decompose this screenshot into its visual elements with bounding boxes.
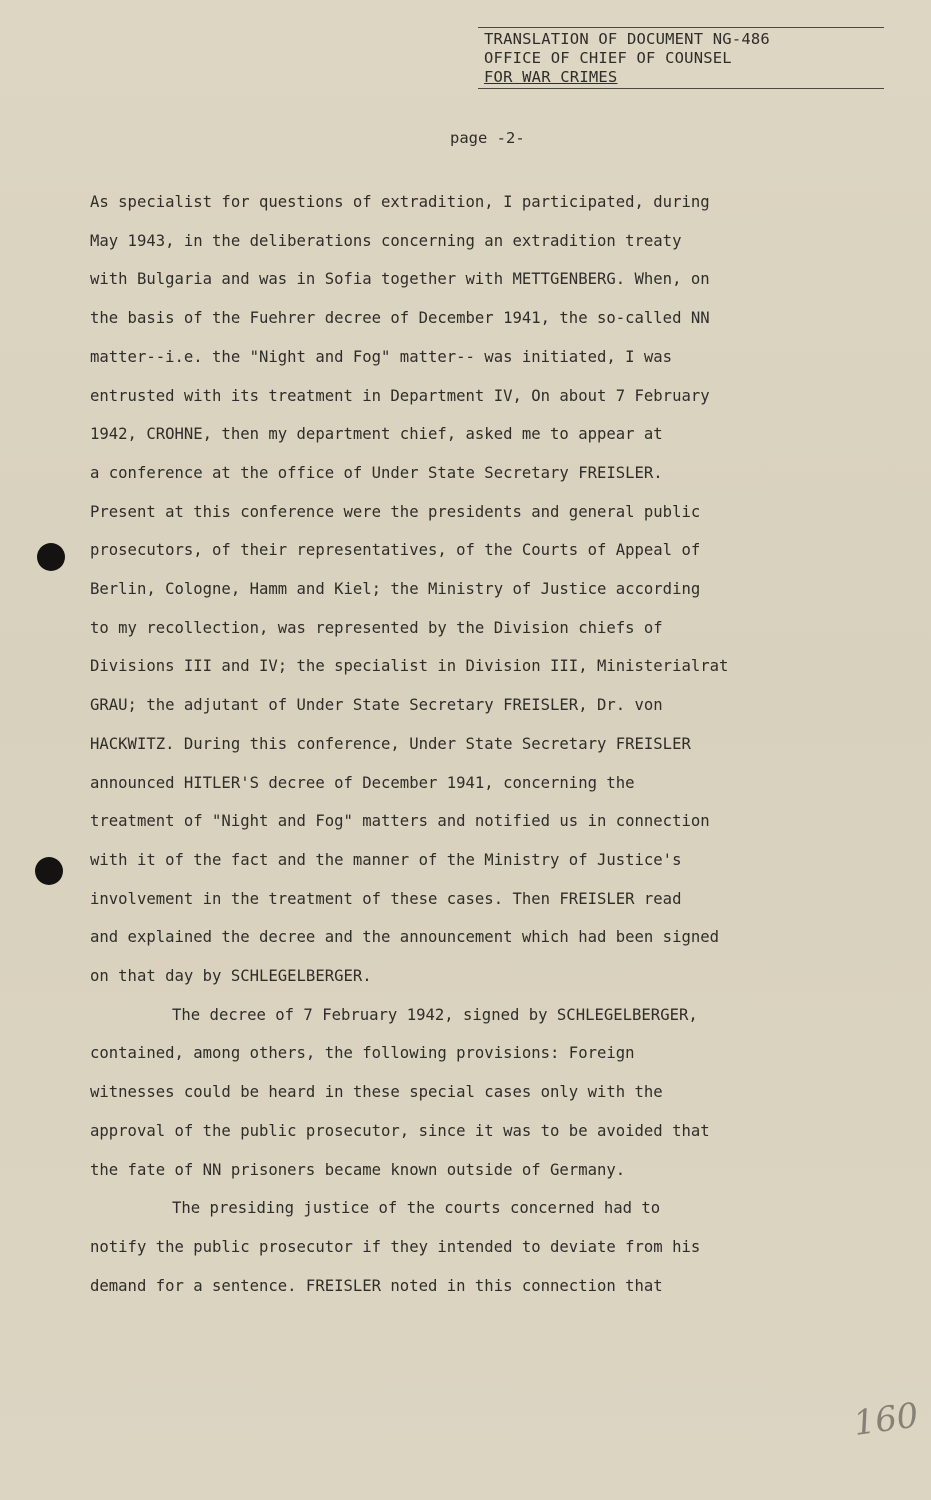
body-line: witnesses could be heard in these special cases only with the	[90, 1083, 663, 1102]
body-line: May 1943, in the deliberations concerning an extradition treaty	[90, 231, 682, 250]
body-line: HACKWITZ. During this conference, Under State Secretary FREISLER	[90, 734, 691, 753]
document-header	[484, 30, 884, 87]
body-line: announced HITLER'S decree of December 1941, concerning the	[90, 773, 635, 792]
body-line: the fate of NN prisoners became known outside of Germany.	[90, 1160, 626, 1179]
body-line: Present at this conference were the presidents and general public	[90, 502, 701, 521]
body-line: notify the public prosecutor if they intended to deviate from his	[90, 1237, 701, 1256]
header-line-war-crimes: FOR WAR CRIMES	[484, 68, 618, 86]
body-line: with it of the fact and the manner of the Ministry of Justice's	[90, 850, 682, 869]
body-line: 1942, CROHNE, then my department chief, asked me to appear at	[90, 425, 663, 444]
body-line: Divisions III and IV; the specialist in Division III, Ministerialrat	[90, 657, 729, 676]
body-line: and explained the decree and the announcement which had been signed	[90, 928, 720, 947]
header-top-rule	[478, 27, 884, 28]
body-line: Berlin, Cologne, Hamm and Kiel; the Ministry of Justice according	[90, 580, 701, 599]
page-number: page -2-	[450, 129, 525, 147]
document-body	[90, 183, 880, 1305]
body-line: the basis of the Fuehrer decree of December 1941, the so-called NN	[90, 309, 710, 328]
body-line: prosecutors, of their representatives, of the Courts of Appeal of	[90, 541, 701, 560]
body-line: treatment of "Night and Fog" matters and notified us in connection	[90, 812, 710, 831]
body-line: on that day by SCHLEGELBERGER.	[90, 967, 372, 986]
header-bottom-rule	[478, 88, 884, 89]
body-line-paragraph-start: The decree of 7 February 1942, signed by SCHLEGELBERGER,	[172, 1005, 698, 1024]
body-line: involvement in the treatment of these cases. Then FREISLER read	[90, 889, 682, 908]
body-line: GRAU; the adjutant of Under State Secretary FREISLER, Dr. von	[90, 696, 663, 715]
body-line: matter--i.e. the "Night and Fog" matter-- was initiated, I was	[90, 347, 673, 366]
body-line: to my recollection, was represented by the Division chiefs of	[90, 618, 663, 637]
punch-hole	[37, 543, 65, 571]
body-line: with Bulgaria and was in Sofia together with METTGENBERG. When, on	[90, 270, 710, 289]
body-line: contained, among others, the following provisions: Foreign	[90, 1044, 635, 1063]
body-line-paragraph-start: The presiding justice of the courts concerned had to	[172, 1199, 661, 1218]
body-line: entrusted with its treatment in Department IV, On about 7 February	[90, 386, 710, 405]
body-line: approval of the public prosecutor, since it was to be avoided that	[90, 1121, 710, 1140]
header-line-translation: TRANSLATION OF DOCUMENT NG-486	[484, 30, 770, 48]
handwritten-page-number: 160	[851, 1395, 921, 1445]
body-line: demand for a sentence. FREISLER noted in this connection that	[90, 1276, 663, 1295]
body-line: As specialist for questions of extradition, I participated, during	[90, 193, 710, 211]
body-line: a conference at the office of Under State Secretary FREISLER.	[90, 463, 663, 482]
punch-hole	[35, 857, 63, 885]
header-line-office: OFFICE OF CHIEF OF COUNSEL	[484, 49, 732, 67]
